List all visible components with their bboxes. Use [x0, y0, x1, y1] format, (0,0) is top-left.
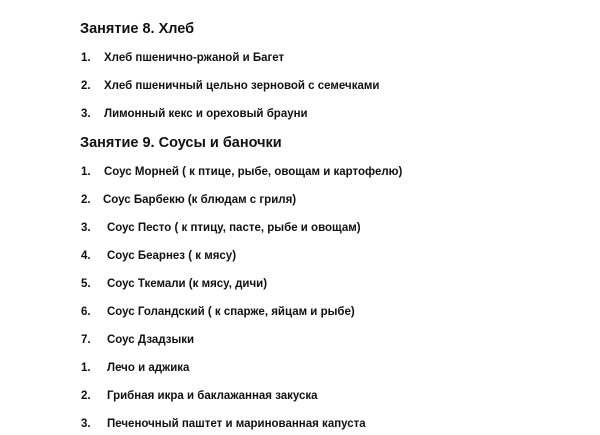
- list-item-number: 2.: [81, 194, 91, 206]
- list-item-number: 7.: [81, 334, 91, 346]
- list-item-number: 3.: [81, 418, 91, 430]
- list-item-text: Соус Песто ( к птицу, пасте, рыбе и овощам): [107, 222, 361, 234]
- list-item-number: 4.: [81, 250, 91, 262]
- list-item-text: Соус Беарнез ( к мясу): [107, 250, 237, 262]
- list-item-text: Соус Дзадзыки: [107, 334, 195, 346]
- list-item-text: Соус Морней ( к птице, рыбе, овощам и картофелю): [104, 166, 403, 178]
- list-item-number: 2.: [81, 80, 91, 92]
- section-8-heading: Занятие 8. Хлеб: [80, 21, 195, 37]
- list-item-number: 1.: [81, 52, 91, 64]
- list-item-number: 1.: [81, 362, 91, 374]
- list-item-text: Соус Голандский ( к спарже, яйцам и рыбе): [107, 306, 355, 318]
- list-item-text: Печеночный паштет и маринованная капуста: [107, 418, 366, 430]
- list-item-text: Соус Ткемали (к мясу, дичи): [107, 278, 268, 290]
- list-item-number: 3.: [81, 222, 91, 234]
- list-item-number: 5.: [81, 278, 91, 290]
- list-item-text: Лечо и аджика: [107, 362, 190, 374]
- list-item-text: Соус Барбекю (к блюдам с гриля): [103, 194, 297, 206]
- section-9-heading: Занятие 9. Соусы и баночки: [80, 135, 282, 151]
- list-item-number: 6.: [81, 306, 91, 318]
- list-item-text: Хлеб пшенично-ржаной и Багет: [104, 52, 285, 64]
- list-item-text: Лимонный кекс и ореховый брауни: [104, 108, 308, 120]
- list-item-number: 3.: [81, 108, 91, 120]
- list-item-text: Грибная икра и баклажанная закуска: [107, 390, 318, 402]
- list-item-number: 1.: [81, 166, 91, 178]
- list-item-number: 2.: [81, 390, 91, 402]
- list-item-text: Хлеб пшеничный цельно зерновой с семечками: [104, 80, 380, 92]
